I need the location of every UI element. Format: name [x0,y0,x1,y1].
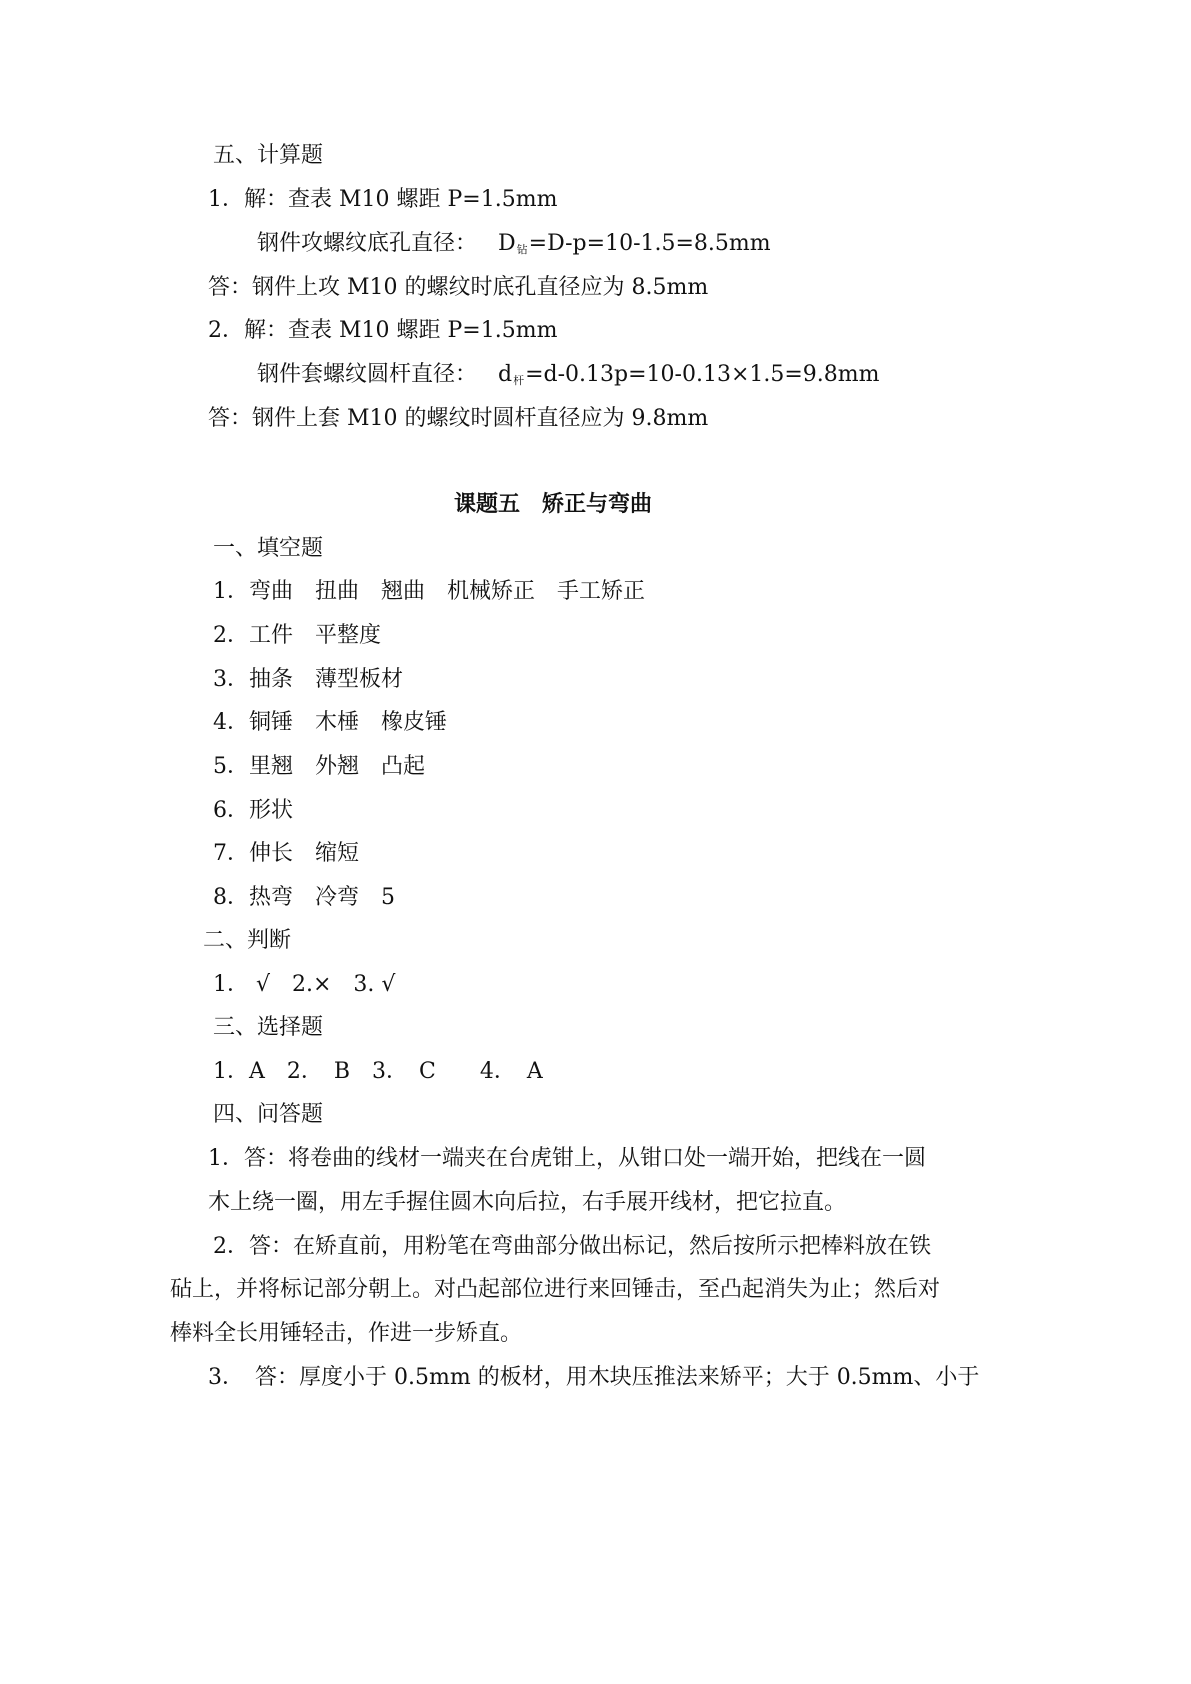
fill-item: 8．热弯 冷弯 5 [213,885,395,910]
fill-item: 7．伸长 缩短 [213,841,359,866]
calc-q1-formula-var: D [498,231,516,256]
calc-q2-formula-var: d [498,362,513,387]
fill-item: 3．抽条 薄型板材 [213,667,403,692]
qa-answer-line: 3． 答：厚度小于 0.5mm 的板材，用木块压推法来矫平；大于 0.5mm、小于 [208,1365,980,1390]
section-heading-judgement: 二、判断 [203,928,292,953]
section-heading-qa: 四、问答题 [213,1102,324,1127]
calc-q2-line1: 2．解：查表 M10 螺距 P=1.5mm [208,318,558,343]
qa-answer-line: 木上绕一圈，用左手握住圆木向后拉，右手展开线材，把它拉直。 [208,1190,847,1215]
calc-q1-formula-equation: =D-p=10-1.5=8.5mm [528,231,771,256]
fill-item: 1．弯曲 扭曲 翘曲 机械矫正 手工矫正 [213,579,645,604]
lesson-title: 课题五 矫正与弯曲 [454,492,653,517]
section-heading-fill-in: 一、填空题 [213,536,324,561]
calc-q1-answer: 答：钢件上攻 M10 的螺纹时底孔直径应为 8.5mm [208,275,709,300]
fill-item: 2．工件 平整度 [213,623,381,648]
judge-answers: 1． √ 2.× 3. √ [213,972,396,997]
qa-answer-line: 1．答：将卷曲的线材一端夹在台虎钳上，从钳口处一端开始，把线在一圆 [208,1146,926,1171]
calc-q1-formula-subscript: 钻 [516,243,528,256]
calc-q2-formula-label: 钢件套螺纹圆杆直径： [257,362,478,387]
calc-q2-formula-subscript: 杆 [513,374,525,387]
fill-item: 4．铜锤 木棰 橡皮锤 [213,710,447,735]
section-heading-choice: 三、选择题 [213,1015,324,1040]
qa-answer-line: 棒料全长用锤轻击，作进一步矫直。 [170,1321,523,1346]
qa-answer-line: 砧上，并将标记部分朝上。对凸起部位进行来回锤击，至凸起消失为止；然后对 [170,1277,941,1302]
fill-item: 5．里翘 外翘 凸起 [213,754,425,779]
calc-q2-line2 [257,360,880,396]
choice-answers: 1．A 2． B 3． C 4． A [213,1059,543,1084]
calc-q1-line2 [257,229,771,265]
calc-q2-answer: 答：钢件上套 M10 的螺纹时圆杆直径应为 9.8mm [208,406,709,431]
calc-q2-formula-equation: =d-0.13p=10-0.13×1.5=9.8mm [525,362,880,387]
qa-answer-line: 2．答：在矫直前，用粉笔在弯曲部分做出标记，然后按所示把棒料放在铁 [213,1234,931,1259]
calc-q1-formula-label: 钢件攻螺纹底孔直径： [257,231,478,256]
calc-q1-line1: 1．解：查表 M10 螺距 P=1.5mm [208,187,558,212]
fill-item: 6．形状 [213,798,293,823]
section-heading-calculation: 五、计算题 [213,143,324,168]
